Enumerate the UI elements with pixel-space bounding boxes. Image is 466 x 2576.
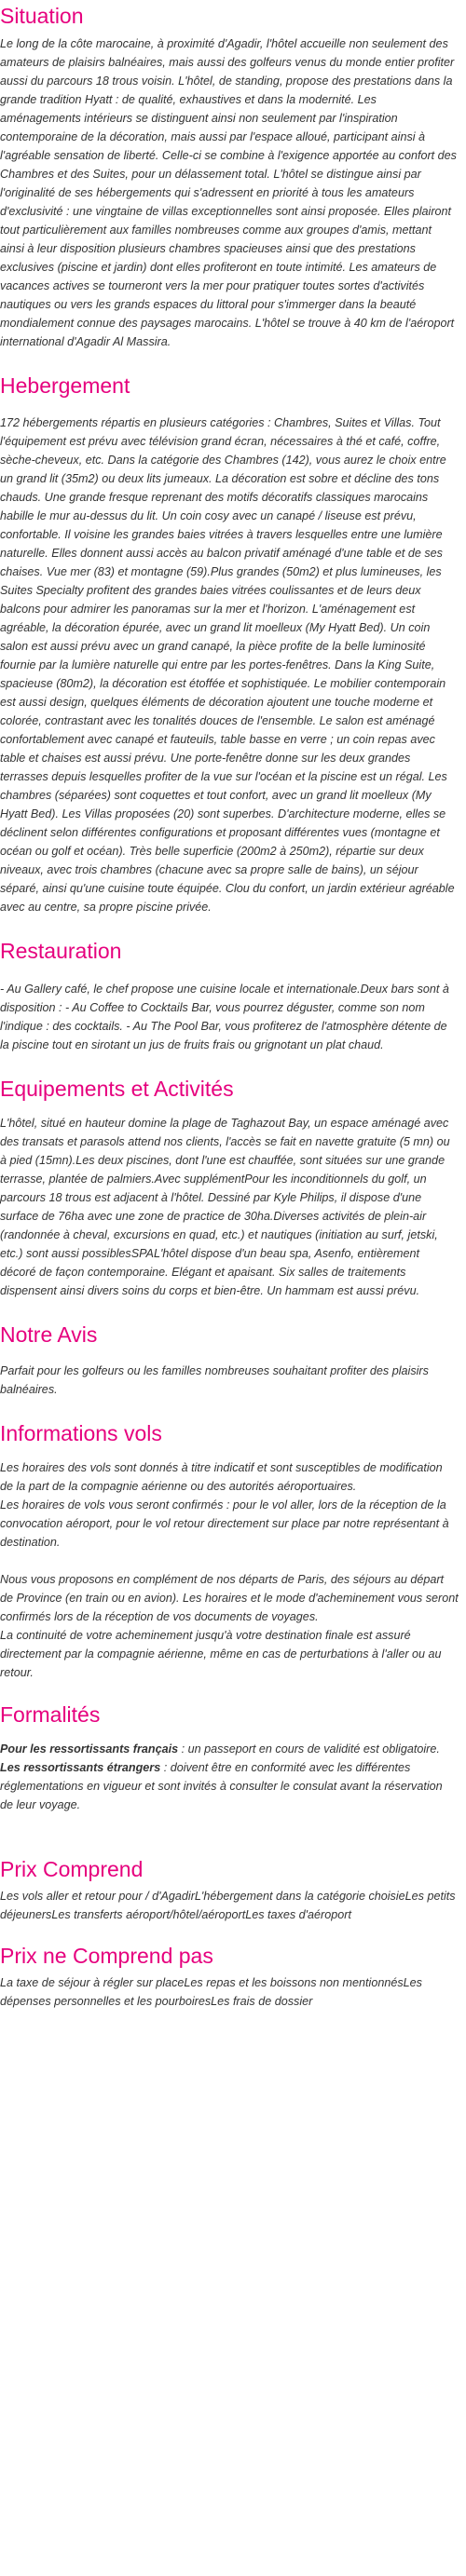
section-restauration [0,937,459,1054]
section-situation [0,0,459,351]
prix-comprend-title: Prix Comprend [0,1857,144,1881]
avis-title: Notre Avis [0,1322,98,1347]
formalites-etrangers-text: : doivent être en conformité avec les différentes réglementations en vigueur et sont invités à consulter le consulat avant la réservation de leur voyage. [0,1761,443,1811]
section-avis [0,1321,459,1399]
vols-text-2: Les horaires de vols vous seront confirmés : pour le vol aller, lors de la réception de la convocation aéroport, pour le vol retour directement sur place par notre représentant à destination. [0,1498,449,1549]
restauration-title: Restauration [0,939,122,963]
vols-text-1: Les horaires des vols sont donnés à titre indicatif et sont susceptibles de modification de la part de la compagnie aérienne ou des autorités aéroportuaires. [0,1461,443,1493]
prix-comprend-text: Les vols aller et retour pour / d'AgadirL'hébergement dans la catégorie choisieLes petits déjeunersLes transferts aéroport/hôtel/aéroportLes taxes d'aéroport [0,1890,456,1921]
vols-title: Informations vols [0,1421,162,1445]
formalites-francais-label: Pour les ressortissants français [0,1742,179,1756]
vols-text-3: Nous vous proposons en complément de nos départs de Paris, des séjours au départ de Province (en train ou en avion). Les horaires et le mode d'acheminement vous seront confirmés lors de la réception de vos documents de voyages. [0,1573,459,1623]
section-formalites [0,1701,459,1814]
hebergement-title: Hebergement [0,373,130,398]
section-hebergement [0,372,459,916]
formalites-title: Formalités [0,1702,101,1727]
avis-text: Parfait pour les golfeurs ou les familles nombreuses souhaitant profiter des plaisirs balnéaires. [0,1364,429,1396]
formalites-francais-text: : un passeport en cours de validité est obligatoire. [178,1742,440,1756]
vols-text-4: La continuité de votre acheminement jusqu'à votre destination finale est assuré directement par la compagnie aérienne, même en cas de perturbations à l'aller ou au retour. [0,1629,442,1679]
formalites-francais [0,1740,459,1758]
equipements-text: L'hôtel, situé en hauteur domine la plage de Taghazout Bay, un espace aménagé avec des transats et parasols attend nos clients, l'accès se fait en navette gratuite (5 mn) ou à pied (15mn).Les deux piscines, dont l'une est chauffée, sont situées sur une grande terrasse, plantée de palmiers.Avec supplémentPour les inconditionnels du golf, un parcours 18 trous est adjacent à l'hôtel. Dessiné par Kyle Philips, il dispose d'une surface de 76ha avec une zone de practice de 30ha.Diverses activités de plein-air (randonnée à cheval, excursions en quad, etc.) et nautiques (initiation au surf, jetski, etc.) sont aussi possiblesSPAL'hôtel dispose d'un beau spa, Asenfo, entièrement décoré de façon contemporaine. Elégant et apaisant. Six salles de traitements dispensent ainsi divers soins du corps et bien-être. Un hammam est aussi prévu. [0,1117,450,1297]
section-equipements [0,1075,459,1300]
hebergement-text: 172 hébergements répartis en plusieurs catégories : Chambres, Suites et Villas. Tout l'équipement est prévu avec télévision grand écran, nécessaires à thé et café, coffre, sèche-cheveux, etc. Dans la catégorie des Chambres (142), vous aurez le choix entre un grand lit (35m2) ou deux lits jumeaux. La décoration est sobre et décline des tons chauds. Une grande fresque reprenant des motifs décoratifs classiques marocains habille le mur au-dessus du lit. Un coin cosy avec un canapé / liseuse est prévu, confortable. Il voisine les grandes baies vitrées à travers lesquelles entre une lumière naturelle. Elles donnent aussi accès au balcon privatif aménagé d'une table et de ses chaises. Vue mer (83) et montagne (59).Plus grandes (50m2) et plus lumineuses, les Suites Specialty profitent des grandes baies vitrées coulissantes et de leurs deux balcons pour admirer les panoramas sur la mer et l'horizon. L'aménagement est agréable, la décoration épurée, avec un grand lit moelleux (My Hyatt Bed). Un coin salon est aussi prévu avec un grand canapé, la pièce profite de la belle luminosité fournie par la lumière naturelle qui entre par les portes-fenêtres. Dans la King Suite, spacieuse (80m2), la décoration est étoffée et sophistiquée. Le mobilier contemporain est aussi design, quelques éléments de décoration ajoutent une touche moderne et colorée, contrastant avec les tonalités douces de l'ensemble. Le salon est aménagé confortablement avec canapé et fauteuils, table basse en verre ; un coin repas avec table et chaises est aussi prévu. Une porte-fenêtre donne sur les deux grandes terrasses depuis lesquelles profiter de la vue sur l'océan et la piscine est un régal. Les chambres (séparées) sont coquettes et tout confort, avec un grand lit moelleux (My Hyatt Bed). Les Villas proposées (20) sont superbes. D'architecture moderne, elles se déclinent selon différentes configurations et proposant différentes vues (montagne et océan ou golf et océan). Très belle superficie (200m2 à 250m2), répartie sur deux niveaux, avec trois chambres (chacune avec sa propre salle de bains), un séjour séparé, ainsi qu'une cuisine toute équipée. Clou du confort, un jardin extérieur agréable avec au centre, sa propre piscine privée. [0,416,455,914]
formalites-etrangers [0,1758,459,1814]
situation-title: Situation [0,4,84,28]
prix-ne-comprend-title: Prix ne Comprend pas [0,1944,213,1968]
section-prix-comprend [0,1855,459,1924]
section-informations-vols [0,1419,459,1682]
section-prix-ne-comprend [0,1942,459,2011]
situation-text: Le long de la côte marocaine, à proximité d'Agadir, l'hôtel accueille non seulement des amateurs de plaisirs balnéaires, mais aussi des golfeurs venus du monde entier profiter aussi du parcours 18 trous voisin. L'hôtel, de standing, propose des prestations dans la grande tradition Hyatt : de qualité, exhaustives et dans la modernité. Les aménagements intérieurs se distinguent ainsi non seulement par l'inspiration contemporaine de la décoration, mais aussi par l'espace alloué, participant ainsi à l'agréable sensation de liberté. Celle-ci se combine à l'exigence apportée au confort des Chambres et des Suites, pour un délassement total. L'hôtel se distingue ainsi par l'originalité de ses hébergements qui s'adressent en priorité à tous les amateurs d'exclusivité : une vingtaine de villas exceptionnelles sont ainsi proposée. Elles plairont tout particulièrement aux familles nombreuses comme aux groupes d'amis, mettant ainsi à leur disposition plusieurs chambres spacieuses ainsi que des prestations exclusives (piscine et jardin) dont elles profiteront en toute intimité. Les amateurs de vacances actives se tourneront vers la mer pour pratiquer toutes sortes d'activités nautiques ou vers les grands espaces du littoral pour s'immerger dans la beauté mondialement connue des paysages marocains. L'hôtel se trouve à 40 km de l'aéroport international d'Agadir Al Massira. [0,37,457,348]
formalites-etrangers-label: Les ressortissants étrangers [0,1761,161,1774]
restauration-text: - Au Gallery café, le chef propose une cuisine locale et internationale.Deux bars sont à disposition : - Au Coffee to Cocktails Bar, vous pourrez déguster, comme son nom l'indique : des cocktails. - Au The Pool Bar, vous profiterez de l'atmosphère détente de la piscine tout en sirotant un jus de fruits frais ou grignotant un plat chaud. [0,983,449,1051]
prix-ne-comprend-text: La taxe de séjour à régler sur placeLes repas et les boissons non mentionnésLes dépenses personnelles et les pourboiresLes frais de dossier [0,1976,422,2008]
equipements-title: Equipements et Activités [0,1077,234,1101]
